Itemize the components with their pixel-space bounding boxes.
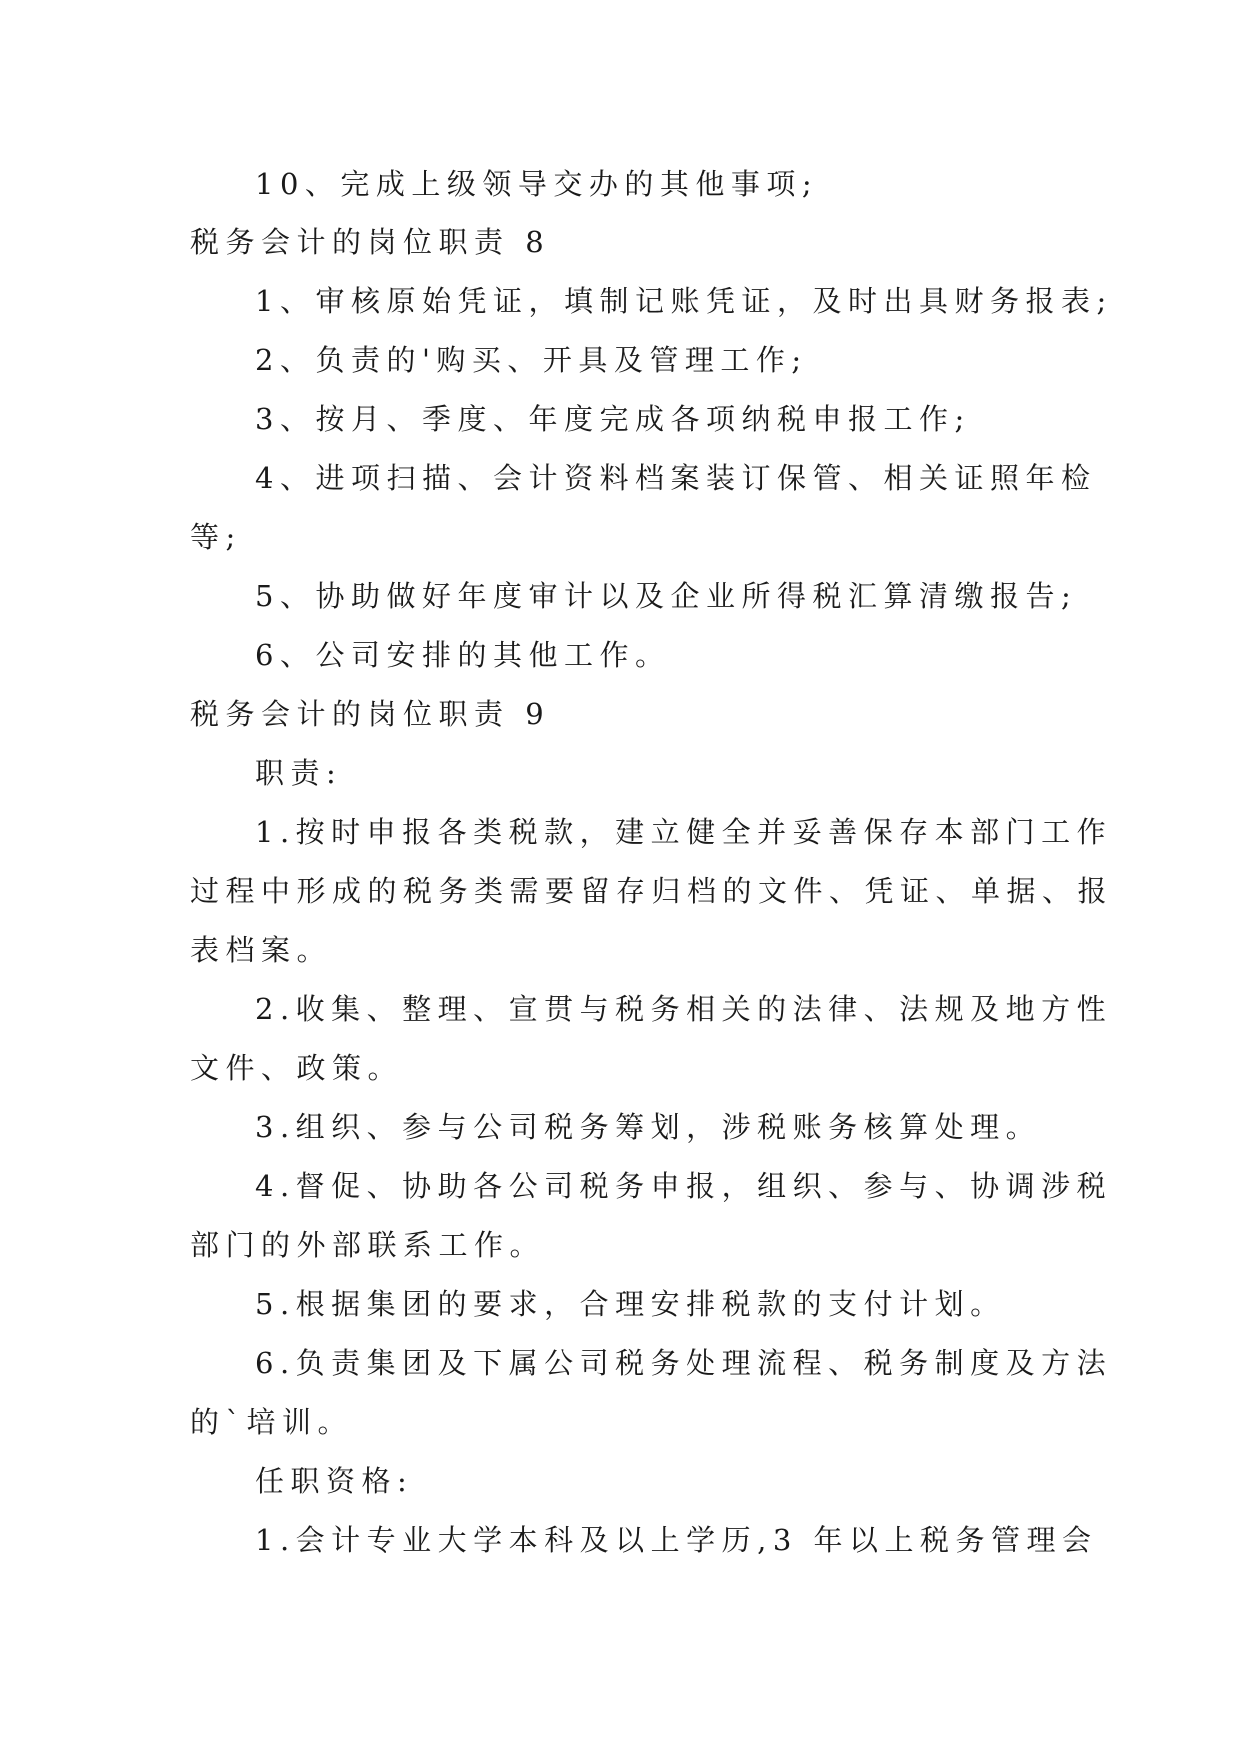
section-heading-8: 税务会计的岗位职责 8 [190,225,551,259]
text-line-23: 任职资格: [255,1464,414,1498]
text-line-20: 5.根据集团的要求，合理安排税款的支付计划。 [255,1287,1006,1321]
text-line-8: 5、协助做好年度审计以及企业所得税汇算清缴报告; [255,579,1078,613]
text-line-22: 的`培训。 [190,1405,354,1439]
text-line-17: 3.组织、参与公司税务筹划，涉税账务核算处理。 [255,1110,1042,1144]
text-line-13: 过程中形成的税务类需要留存归档的文件、凭证、单据、报 [190,874,1114,908]
text-line-12: 1.按时申报各类税款，建立健全并妥善保存本部门工作 [255,815,1113,849]
text-line-18: 4.督促、协助各公司税务申报，组织、参与、协调涉税 [255,1169,1113,1203]
section-heading-9: 税务会计的岗位职责 9 [190,697,551,731]
text-line-1: 10、完成上级领导交办的其他事项; [255,167,819,201]
text-line-21: 6.负责集团及下属公司税务处理流程、税务制度及方法 [255,1346,1113,1380]
text-line-5: 3、按月、季度、年度完成各项纳税申报工作; [255,402,971,436]
text-line-14: 表档案。 [190,933,333,967]
text-line-16: 文件、政策。 [190,1051,404,1085]
text-line-15: 2.收集、整理、宣贯与税务相关的法律、法规及地方性 [255,992,1113,1026]
text-line-19: 部门的外部联系工作。 [190,1228,546,1262]
text-line-3: 1、审核原始凭证，填制记账凭证，及时出具财务报表; [255,284,1113,318]
text-line-6: 4、进项扫描、会计资料档案装订保管、相关证照年检 [255,461,1097,495]
text-line-9: 6、公司安排的其他工作。 [255,638,671,672]
text-line-7: 等; [190,520,242,554]
text-line-24: 1.会计专业大学本科及以上学历,3 年以上税务管理会 [255,1523,1098,1557]
text-line-11: 职责: [255,756,343,790]
text-line-4: 2、负责的'购买、开具及管理工作; [255,343,808,377]
